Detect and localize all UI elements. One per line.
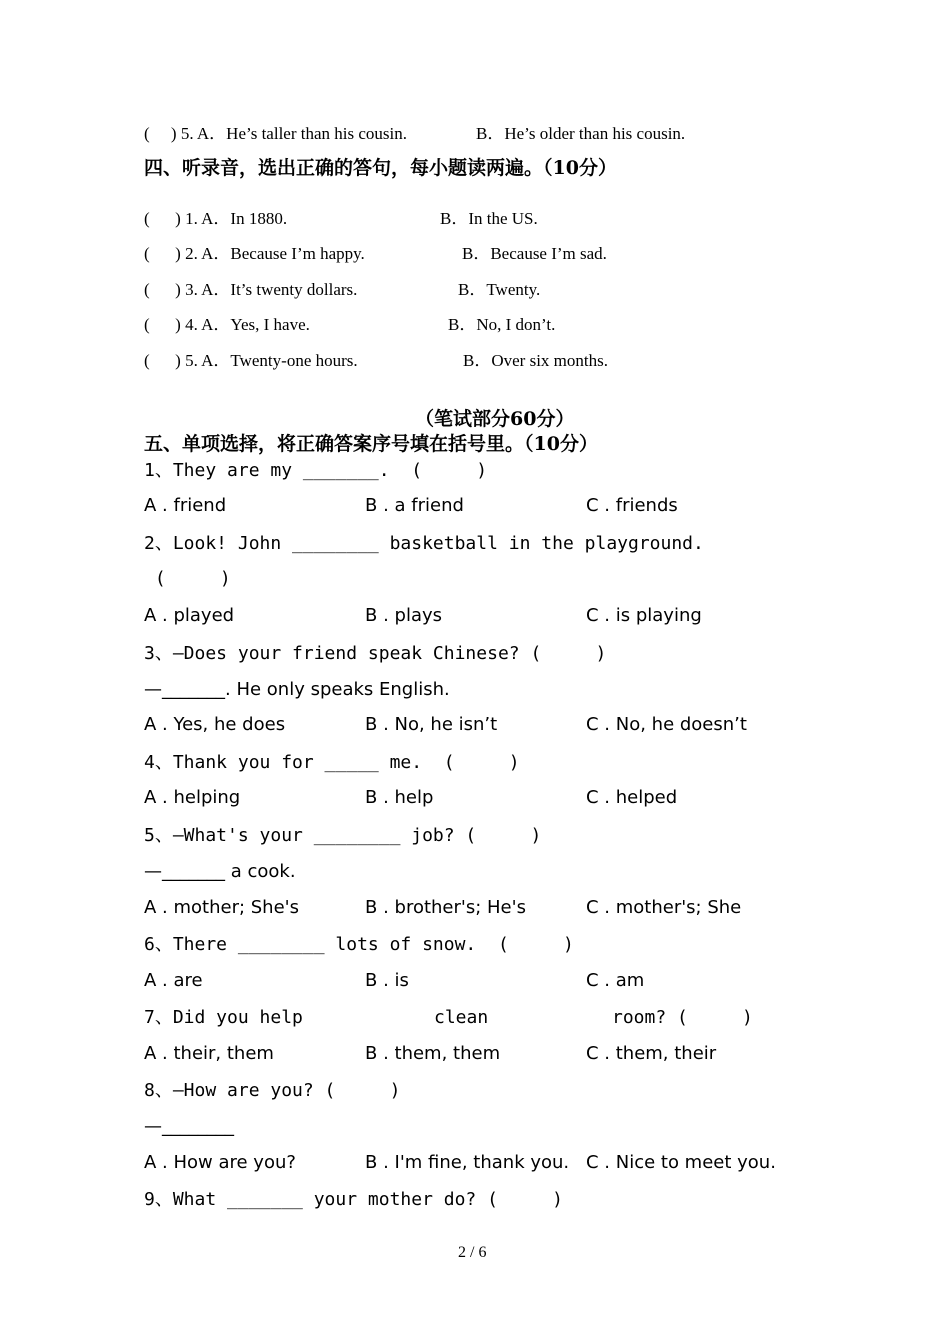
option-b: B．Over six months. [463,351,608,370]
option-a: A . are [144,970,203,991]
option-c: C . No, he doesn’t [586,714,747,735]
option-a: A . How are you? [144,1152,296,1173]
option-c: C . Nice to meet you. [586,1152,776,1173]
option-b: B . help [365,787,434,808]
option-b: B . them, them [365,1043,501,1064]
option-b: B . plays [365,605,443,626]
option-b: B．Because I’m sad. [462,244,607,263]
dialogue-reply: —_______ a cook. [144,861,296,882]
option-c: C . is playing [586,605,702,626]
question-number-a: ( ) 3. A．It’s twenty dollars. [144,280,358,299]
option-c: C . am [586,970,645,991]
question-stem: 7、Did you help [144,1007,303,1028]
option-c: C . them, their [586,1043,717,1064]
question-number-a: ( ) 5. A．Twenty-one hours. [144,351,358,370]
option-b: B . is [365,970,409,991]
section-heading: 四、听录音，选出正确的答句，每小题读两遍。（10分） [144,157,617,179]
option-b: B . brother's; He's [365,897,526,918]
option-a: A . their, them [144,1043,274,1064]
written-part-title: （笔试部分60分） [415,408,575,430]
option-b: B．No, I don’t. [448,315,556,334]
question-number-a: ( ) 1. A．In 1880. [144,209,288,228]
option-b: B．He’s older than his cousin. [476,124,686,143]
dialogue-reply: —_______. He only speaks English. [144,679,450,700]
question-stem: 9、What _______ your mother do? ( ) [144,1189,563,1210]
question-stem: 1、They are my _______. ( ) [144,460,488,481]
question-stem: 5、—What's your ________ job? ( ) [144,825,542,846]
page-number: 2 / 6 [458,1244,487,1261]
option-a: A . friend [144,495,227,516]
option-a: A . mother; She's [144,897,299,918]
option-a: A . played [144,605,235,626]
dialogue-reply: —________ [144,1116,234,1137]
option-c: C . helped [586,787,678,808]
option-c: C . mother's; She [586,897,742,918]
question-stem: 8、—How are you? ( ) [144,1080,401,1101]
question-stem-word: clean [434,1007,489,1028]
option-b: B．Twenty. [458,280,541,299]
section-heading: 五、单项选择，将正确答案序号填在括号里。（10分） [144,433,598,455]
option-b: B . I'm fine, thank you. [365,1152,570,1173]
question-number-a: ( ) 2. A．Because I’m happy. [144,244,365,263]
option-b: B . a friend [365,495,464,516]
option-c: C . friends [586,495,678,516]
question-number-a: ( ) 5. A．He’s taller than his cousin. [144,124,407,143]
option-b: B．In the US. [440,209,538,228]
question-stem-end: room? ( ) [612,1007,753,1028]
option-a: A . Yes, he does [144,714,286,735]
question-stem: 3、—Does your friend speak Chinese? ( ) [144,643,607,664]
option-a: A . helping [144,787,241,808]
question-stem: 2、Look! John ________ basketball in the playground. [144,533,704,554]
question-number-a: ( ) 4. A．Yes, I have. [144,315,310,334]
answer-bracket: ( ) [144,568,231,589]
question-stem: 4、Thank you for _____ me. ( ) [144,752,520,773]
option-b: B . No, he isn’t [365,714,498,735]
question-stem: 6、There ________ lots of snow. ( ) [144,934,574,955]
